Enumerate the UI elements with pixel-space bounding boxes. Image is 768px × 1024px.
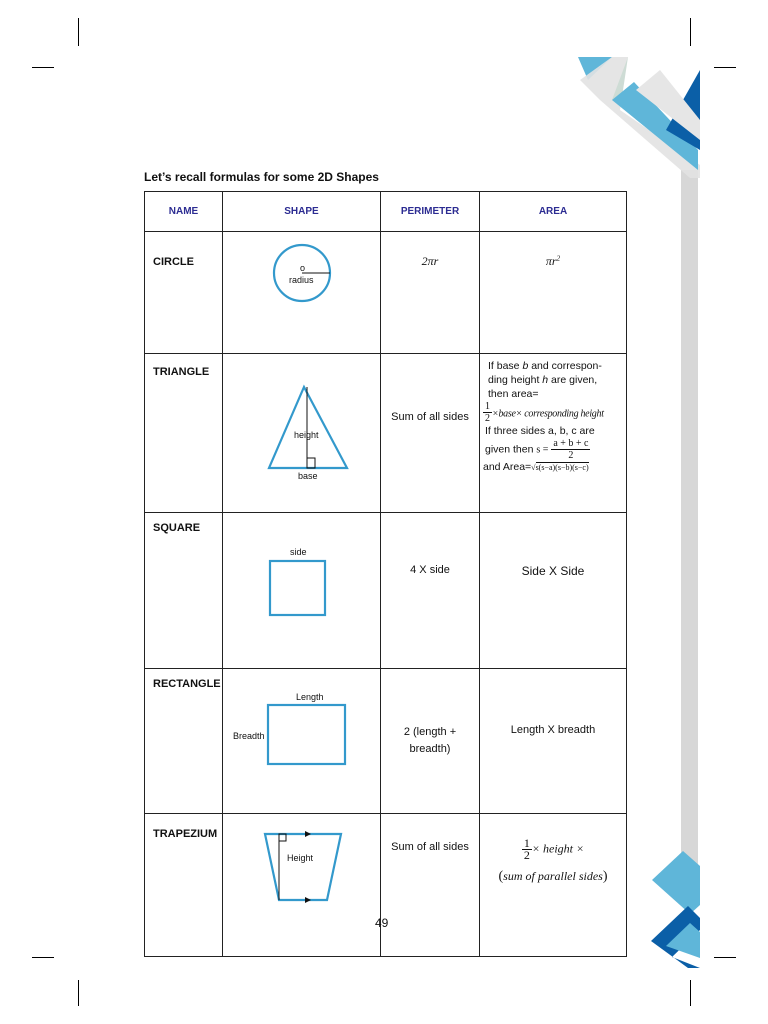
area-cell: [480, 814, 627, 957]
perimeter-text: 4 X side: [410, 564, 450, 576]
perimeter-cell: [381, 669, 480, 814]
perimeter-cell: [381, 354, 480, 513]
shape-name: TRAPEZIUM: [145, 814, 223, 957]
table-row-triangle: [145, 354, 627, 513]
table-row-square: [145, 513, 627, 669]
area-formula: πr: [545, 254, 557, 268]
table-row-rectangle: [145, 669, 627, 814]
perimeter-text: Sum of all sides: [391, 411, 469, 423]
rectangle-breadth-label: Breadth: [233, 731, 265, 741]
shape-name: CIRCLE: [145, 232, 223, 354]
perimeter-cell: [381, 513, 480, 669]
rectangle-diagram: [223, 669, 381, 804]
table-row-trapezium: [145, 814, 627, 957]
circle-center-label: o: [300, 263, 306, 273]
perimeter-line-1: 2 (length +: [403, 726, 457, 738]
shape-cell: [223, 354, 381, 513]
triangle-height-label: height: [294, 430, 319, 440]
area-line-3: then area=: [488, 388, 539, 400]
shape-name: TRIANGLE: [145, 354, 223, 513]
page-number: 49: [375, 916, 389, 930]
circle-diagram: [223, 232, 381, 329]
area-line-5: If three sides a, b, c are: [485, 425, 595, 437]
formula-table: [144, 191, 627, 957]
area-half-formula: $\frac{1}{2}$ ×base× corresponding height: [485, 401, 604, 424]
square-side-label: side: [290, 547, 307, 557]
area-line-2: ding height h are given,: [488, 374, 598, 386]
table-header-row: [145, 192, 627, 232]
area-cell: [480, 354, 627, 513]
shape-name: SQUARE: [145, 513, 223, 669]
area-text: Side X Side: [521, 564, 585, 578]
perimeter-text: Sum of all sides: [391, 841, 469, 853]
trapezium-diagram: [223, 814, 381, 942]
area-cell: [480, 513, 627, 669]
shape-cell: [223, 513, 381, 669]
header-shape: SHAPE: [223, 192, 381, 232]
area-exponent: 2: [556, 254, 561, 263]
circle-radius-label: radius: [289, 275, 314, 285]
area-formula-line-2: (sum of parallel sides): [498, 869, 608, 884]
area-cell: [480, 232, 627, 354]
area-line-1: If base b and correspon-: [488, 360, 602, 372]
perimeter-formula: 2πr: [421, 254, 439, 268]
triangle-base-label: base: [298, 471, 318, 481]
shape-cell: [223, 814, 381, 957]
square-diagram: [223, 513, 381, 659]
perimeter-line-2: breadth): [409, 743, 451, 755]
area-text: Length X breadth: [510, 724, 596, 736]
shape-cell: [223, 669, 381, 814]
rectangle-length-label: Length: [296, 692, 324, 702]
area-s-formula: given then s = $\frac{a + b + c}{2}$: [485, 438, 589, 461]
area-formula-line-1: $\frac{1}{2}$ × height ×: [523, 836, 585, 862]
area-heron-formula: and Area=√s(s−a)(s−b)(s−c): [483, 461, 589, 473]
header-name: NAME: [145, 192, 223, 232]
triangle-diagram: [223, 354, 381, 500]
header-perimeter: PERIMETER: [381, 192, 480, 232]
table-row-circle: [145, 232, 627, 354]
perimeter-cell: [381, 814, 480, 957]
page-heading: Let’s recall formulas for some 2D Shapes: [144, 170, 379, 184]
trapezium-height-label: Height: [287, 853, 314, 863]
area-cell: [480, 669, 627, 814]
header-area: AREA: [480, 192, 627, 232]
shape-cell: [223, 232, 381, 354]
shape-name: RECTANGLE: [145, 669, 223, 814]
perimeter-cell: [381, 232, 480, 354]
